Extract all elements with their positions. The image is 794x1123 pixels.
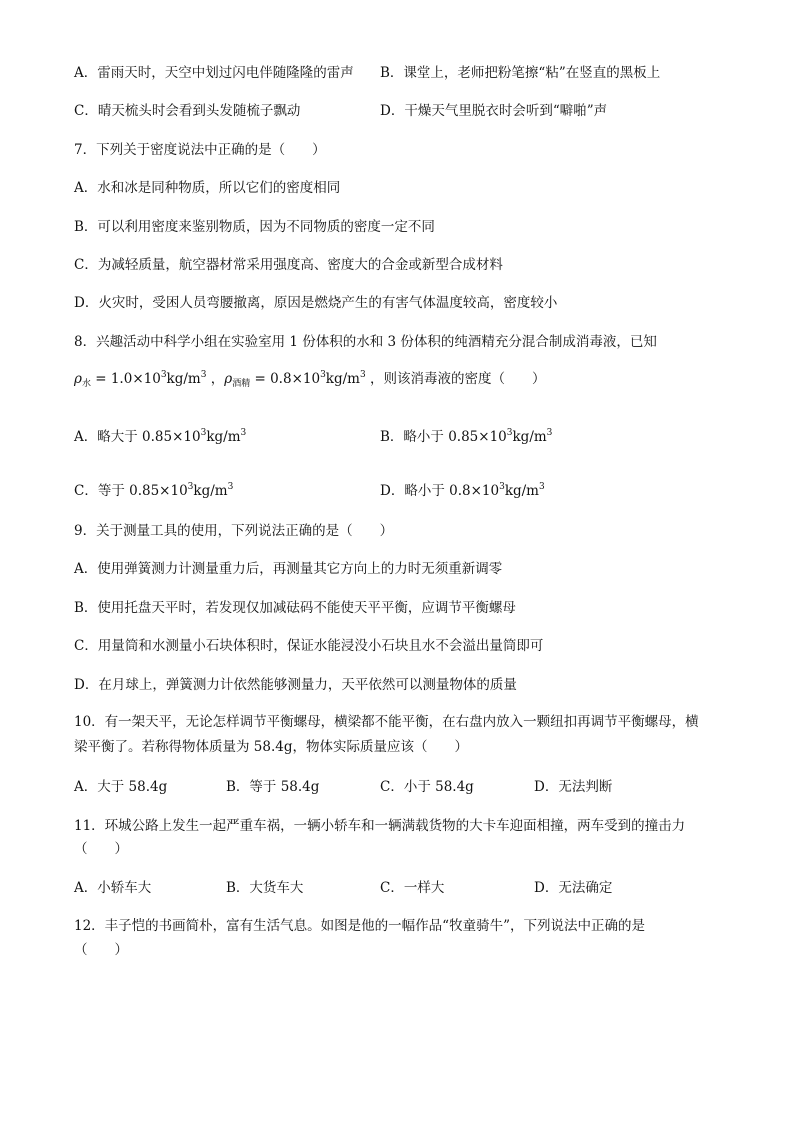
q8-option-d: D．略小于 $0.8\times 10^3kg/m^3$ [380,482,545,499]
q12-stem-line1: 12．丰子恺的书画简朴，富有生活气息。如图是他的一幅作品“牧童骑牛”，下列说法中正确的是 [74,918,645,934]
q7-stem: 7．下列关于密度说法中正确的是（ ） [74,142,326,158]
q11-stem-line1: 11．环城公路上发生一起严重车祸，一辆小轿车和一辆满载货物的大卡车迎面相撞，两车受到的撞击力 [74,818,686,834]
q10-stem-line1: 10．有一架天平，无论怎样调节平衡螺母，横梁都不能平衡，在右盘内放入一颗纽扣再调节平衡螺母，横 [74,714,699,730]
q8-stem-tail: ，则该消毒液的密度（ ） [365,371,546,387]
q11-stem-line2: （ ） [74,841,128,857]
q6-option-b: B．课堂上，老师把粉笔擦“粘”在竖直的黑板上 [380,65,661,81]
q12-stem-line2: （ ） [74,942,128,958]
water-density-value: = 1.0×10 [90,371,161,387]
q11-option-a: A．小轿车大 [74,880,152,896]
q6-option-d: D．干燥天气里脱衣时会听到“噼啪”声 [380,103,608,119]
q8-option-a: A．略大于 $0.85\times 10^3kg/m^3$ [74,428,247,445]
alcohol-subscript: 酒精 [232,379,251,389]
q6-option-c: C．晴天梳头时会看到头发随梳子飘动 [74,103,301,119]
q8-option-c: C．等于 $0.85\times 10^3kg/m^3$ [74,482,234,499]
q9-option-d: D．在月球上，弹簧测力计依然能够测量力，天平依然可以测量物体的质量 [74,677,517,693]
q7-option-d: D．火灾时，受困人员弯腰撤离，原因是燃烧产生的有害气体温度较高，密度较小 [74,295,558,311]
q10-stem-line2: 梁平衡了。若称得物体质量为 58.4g，物体实际质量应该（ ） [74,739,468,755]
q11-option-b: B．大货车大 [226,880,304,896]
q8-option-b: B．略小于 $0.85\times 10^3kg/m^3$ [380,428,553,445]
rho-symbol: ρ [224,371,233,387]
q7-option-a: A．水和冰是同种物质，所以它们的密度相同 [74,180,341,196]
q6-option-a: A．雷雨天时，天空中划过闪电伴随隆隆的雷声 [74,65,354,81]
q10-option-c: C．小于 58.4g [380,779,474,795]
q10-option-d: D．无法判断 [534,779,613,795]
q7-option-c: C．为减轻质量，航空器材常采用强度高、密度大的合金或新型合成材料 [74,257,503,273]
q9-option-c: C．用量筒和水测量小石块体积时，保证水能浸没小石块且水不会溢出量筒即可 [74,638,544,654]
alcohol-density-value: = 0.8×10 [250,371,321,387]
rho-symbol: ρ [74,371,82,387]
q9-option-a: A．使用弹簧测力计测量重力后，再测量其它方向上的力时无须重新调零 [74,561,503,577]
q9-option-b: B．使用托盘天平时，若发现仅加减砝码不能使天平平衡，应调节平衡螺母 [74,600,516,616]
q7-option-b: B．可以利用密度来鉴别物质，因为不同物质的密度一定不同 [74,219,435,235]
q10-option-b: B．等于 58.4g [226,779,320,795]
q9-stem: 9．关于测量工具的使用，下列说法正确的是（ ） [74,523,394,539]
q11-option-c: C．一样大 [380,880,445,896]
q10-option-a: A．大于 58.4g [74,779,168,795]
water-subscript: 水 [81,379,91,389]
q8-stem: 8．兴趣活动中科学小组在实验室用 1 份体积的水和 3 份体积的纯酒精充分混合制成消毒液，已知 [74,334,657,350]
q8-given-densities: $\rho_水 = 1.0\times 10^3kg/m^3$ ，$\rho_{酒精} = 0.8\times 10^3kg/m^3$ ，则该消毒液的密度（ ） [74,370,546,389]
q11-option-d: D．无法确定 [534,880,613,896]
